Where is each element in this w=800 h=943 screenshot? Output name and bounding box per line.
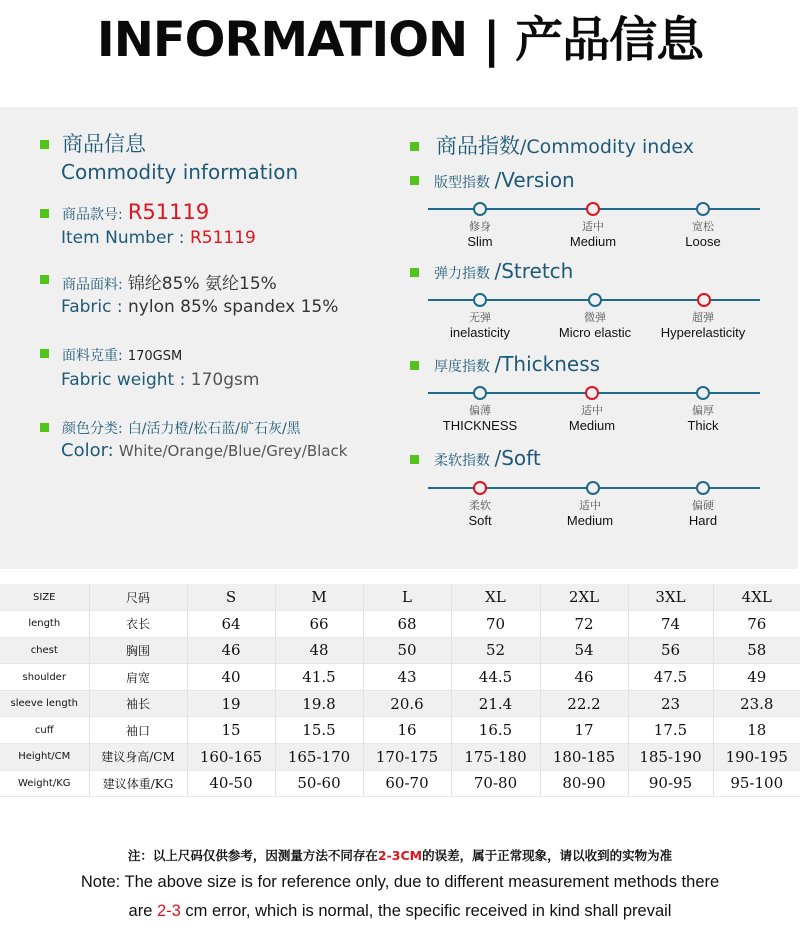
- scale-stop: 无弹 inelasticity: [450, 312, 510, 340]
- note-en-line1: Note: The above size is for reference only, due to different measurement methods there: [80, 873, 720, 891]
- table-cell: sleeve length: [0, 690, 89, 717]
- table-cell: 180-185: [540, 744, 628, 771]
- version-label-cn: 版型指数: [434, 175, 490, 191]
- scale-stop: 超弹 Hyperelasticity: [660, 312, 746, 340]
- table-cell: Weight/KG: [0, 770, 89, 797]
- item-number-label-en: Item Number :: [61, 228, 190, 248]
- table-cell: 175-180: [451, 744, 540, 771]
- table-row: [0, 690, 800, 717]
- scale-stop: 修身 Slim: [467, 221, 493, 249]
- scale-dot-icon: [473, 202, 487, 216]
- table-cell: 48: [275, 637, 363, 664]
- table-cell: 170-175: [363, 744, 451, 771]
- table-row: [0, 744, 800, 771]
- table-cell: 15: [187, 717, 275, 744]
- table-cell: 46: [540, 664, 628, 691]
- table-cell: 46: [187, 637, 275, 664]
- item-number-value-cn: R51119: [127, 200, 210, 224]
- note-cn: [0, 846, 800, 864]
- table-cell: 190-195: [713, 744, 800, 771]
- scale-stop: 偏硬 Hard: [688, 500, 718, 528]
- bullet-icon: [40, 275, 49, 284]
- table-cell: 袖长: [89, 690, 187, 717]
- table-cell: 68: [363, 611, 451, 638]
- bullet-icon: [40, 423, 49, 432]
- soft-scale: [428, 477, 760, 537]
- thickness-scale-title: [434, 352, 600, 376]
- table-cell: 肩宽: [89, 664, 187, 691]
- scale-stop: 柔软 Soft: [468, 500, 492, 528]
- table-cell: 185-190: [628, 744, 713, 771]
- table-cell: 54: [540, 637, 628, 664]
- page-title: INFORMATION | 产品信息: [96, 12, 704, 68]
- commodity-index-heading: [436, 130, 694, 160]
- table-cell: 19.8: [275, 690, 363, 717]
- table-cell: 70-80: [451, 770, 540, 797]
- table-header-cell: 4XL: [713, 584, 800, 611]
- commodity-index-heading-en: /Commodity index: [520, 136, 694, 158]
- table-cell: 47.5: [628, 664, 713, 691]
- table-cell: 49: [713, 664, 800, 691]
- scale-dot-icon: [696, 481, 710, 495]
- scale-stop: 适中 Medium: [568, 405, 616, 433]
- fabric-value-cn: 锦纶85% 氨纶15%: [127, 274, 277, 294]
- fabric-weight-en: [61, 370, 259, 390]
- table-row: [0, 611, 800, 638]
- fabric-label-en: Fabric :: [61, 297, 123, 317]
- table-cell: 165-170: [275, 744, 363, 771]
- table-cell: 21.4: [451, 690, 540, 717]
- table-cell: Height/CM: [0, 744, 89, 771]
- color-en: [61, 440, 347, 461]
- size-table: [0, 584, 800, 797]
- table-cell: cuff: [0, 717, 89, 744]
- scale-dot-icon: [473, 293, 487, 307]
- table-cell: 18: [713, 717, 800, 744]
- version-scale-title: [434, 168, 575, 192]
- bullet-icon: [40, 209, 49, 218]
- stretch-scale-title: [434, 259, 573, 283]
- scale-dot-icon: [588, 293, 602, 307]
- note-en-highlight: 2-3: [156, 902, 181, 920]
- table-cell: 66: [275, 611, 363, 638]
- table-cell: chest: [0, 637, 89, 664]
- table-cell: 15.5: [275, 717, 363, 744]
- table-header-cell: S: [187, 584, 275, 611]
- table-cell: 16.5: [451, 717, 540, 744]
- table-cell: 160-165: [187, 744, 275, 771]
- stretch-scale: [428, 289, 760, 349]
- note-cn-after: 的误差，属于正常现象，请以收到的实物为准: [422, 848, 673, 863]
- table-cell: 58: [713, 637, 800, 664]
- table-header-cell: SIZE: [0, 584, 89, 611]
- table-cell: 16: [363, 717, 451, 744]
- fabric-value-en: nylon 85% spandex 15%: [128, 297, 339, 317]
- fabric-weight-value-en: 170gsm: [190, 370, 260, 390]
- item-number-label-cn: 商品款号:: [62, 207, 123, 223]
- note-cn-before: 注：以上尺码仅供参考，因测量方法不同存在: [127, 848, 378, 863]
- table-cell: shoulder: [0, 664, 89, 691]
- scale-stop: 微弹 Micro elastic: [558, 312, 632, 340]
- color-value-en: White/Orange/Blue/Grey/Black: [118, 442, 348, 460]
- table-row: [0, 717, 800, 744]
- color-label-en: Color:: [61, 440, 114, 461]
- table-cell: 20.6: [363, 690, 451, 717]
- thickness-scale: [428, 382, 760, 442]
- commodity-info-heading-en: Commodity information: [61, 160, 299, 184]
- soft-scale-title: [434, 446, 541, 470]
- bullet-icon: [40, 349, 49, 358]
- fabric-label-cn: 商品面料:: [62, 277, 123, 293]
- table-cell: 22.2: [540, 690, 628, 717]
- table-cell: 90-95: [628, 770, 713, 797]
- table-header-cell: L: [363, 584, 451, 611]
- scale-dot-icon: [696, 386, 710, 400]
- table-cell: 50-60: [275, 770, 363, 797]
- table-header-cell: 3XL: [628, 584, 713, 611]
- bullet-icon: [410, 268, 419, 277]
- fabric-weight-label-en: Fabric weight :: [61, 370, 191, 390]
- scale-dot-icon: [586, 481, 600, 495]
- color-value-cn: 白/活力橙/松石蓝/矿石灰/黑: [127, 421, 301, 437]
- table-cell: 40-50: [187, 770, 275, 797]
- fabric-cn: [62, 269, 277, 294]
- bullet-icon: [40, 140, 49, 149]
- scale-dot-selected-icon: [586, 202, 600, 216]
- color-label-cn: 颜色分类:: [62, 421, 123, 437]
- table-cell: 胸围: [89, 637, 187, 664]
- version-scale: [428, 198, 760, 258]
- table-cell: 56: [628, 637, 713, 664]
- table-cell: 76: [713, 611, 800, 638]
- scale-dot-icon: [696, 202, 710, 216]
- table-cell: 衣长: [89, 611, 187, 638]
- stretch-label-en: /Stretch: [494, 259, 574, 283]
- version-label-en: /Version: [494, 168, 575, 192]
- scale-stop: 适中 Medium: [569, 221, 617, 249]
- scale-stop: 偏薄 THICKNESS: [442, 405, 518, 433]
- thickness-label-cn: 厚度指数: [434, 359, 490, 375]
- table-cell: 52: [451, 637, 540, 664]
- commodity-info-heading-cn: 商品信息: [62, 132, 146, 156]
- table-cell: 50: [363, 637, 451, 664]
- table-cell: 64: [187, 611, 275, 638]
- table-cell: 建议体重/KG: [89, 770, 187, 797]
- table-header-cell: 2XL: [540, 584, 628, 611]
- scale-stop: 适中 Medium: [566, 500, 614, 528]
- fabric-en: [61, 297, 338, 317]
- color-cn: [62, 418, 301, 438]
- bullet-icon: [410, 455, 419, 464]
- note-cn-highlight: 2-3CM: [377, 848, 423, 863]
- scale-stop: 宽松 Loose: [685, 221, 721, 249]
- table-cell: 70: [451, 611, 540, 638]
- table-cell: 80-90: [540, 770, 628, 797]
- table-cell: 19: [187, 690, 275, 717]
- commodity-index-heading-cn: 商品指数: [436, 134, 520, 158]
- table-cell: 41.5: [275, 664, 363, 691]
- note-en-after: cm error, which is normal, the specific received in kind shall prevail: [180, 902, 672, 920]
- table-cell: 43: [363, 664, 451, 691]
- item-number-value-en: R51119: [189, 228, 256, 248]
- table-cell: length: [0, 611, 89, 638]
- table-cell: 60-70: [363, 770, 451, 797]
- table-cell: 建议身高/CM: [89, 744, 187, 771]
- item-number-en: [61, 228, 256, 248]
- table-cell: 17.5: [628, 717, 713, 744]
- table-header-row: [0, 584, 800, 611]
- soft-label-cn: 柔软指数: [434, 453, 490, 469]
- bullet-icon: [410, 176, 419, 185]
- table-row: [0, 770, 800, 797]
- note-en-line2: [0, 902, 800, 921]
- table-cell: 44.5: [451, 664, 540, 691]
- table-cell: 95-100: [713, 770, 800, 797]
- table-cell: 23.8: [713, 690, 800, 717]
- stretch-label-cn: 弹力指数: [434, 266, 490, 282]
- table-cell: 40: [187, 664, 275, 691]
- note-en-before: are: [128, 902, 157, 920]
- item-number-cn: [62, 200, 209, 224]
- table-cell: 74: [628, 611, 713, 638]
- bullet-icon: [410, 361, 419, 370]
- scale-stop: 偏厚 Thick: [687, 405, 719, 433]
- table-header-cell: M: [275, 584, 363, 611]
- bullet-icon: [410, 142, 419, 151]
- scale-dot-selected-icon: [585, 386, 599, 400]
- thickness-label-en: /Thickness: [494, 352, 601, 376]
- table-cell: 袖口: [89, 717, 187, 744]
- table-row: [0, 637, 800, 664]
- scale-dot-selected-icon: [697, 293, 711, 307]
- soft-label-en: /Soft: [494, 446, 541, 470]
- page-header: [0, 0, 800, 107]
- fabric-weight-cn: [62, 345, 182, 365]
- fabric-weight-value-cn: 170GSM: [127, 349, 183, 364]
- scale-dot-icon: [473, 386, 487, 400]
- table-cell: 23: [628, 690, 713, 717]
- table-row: [0, 664, 800, 691]
- table-header-cell: XL: [451, 584, 540, 611]
- table-header-cell: 尺码: [89, 584, 187, 611]
- scale-dot-selected-icon: [473, 481, 487, 495]
- table-cell: 72: [540, 611, 628, 638]
- fabric-weight-label-cn: 面料克重:: [62, 348, 123, 364]
- table-cell: 17: [540, 717, 628, 744]
